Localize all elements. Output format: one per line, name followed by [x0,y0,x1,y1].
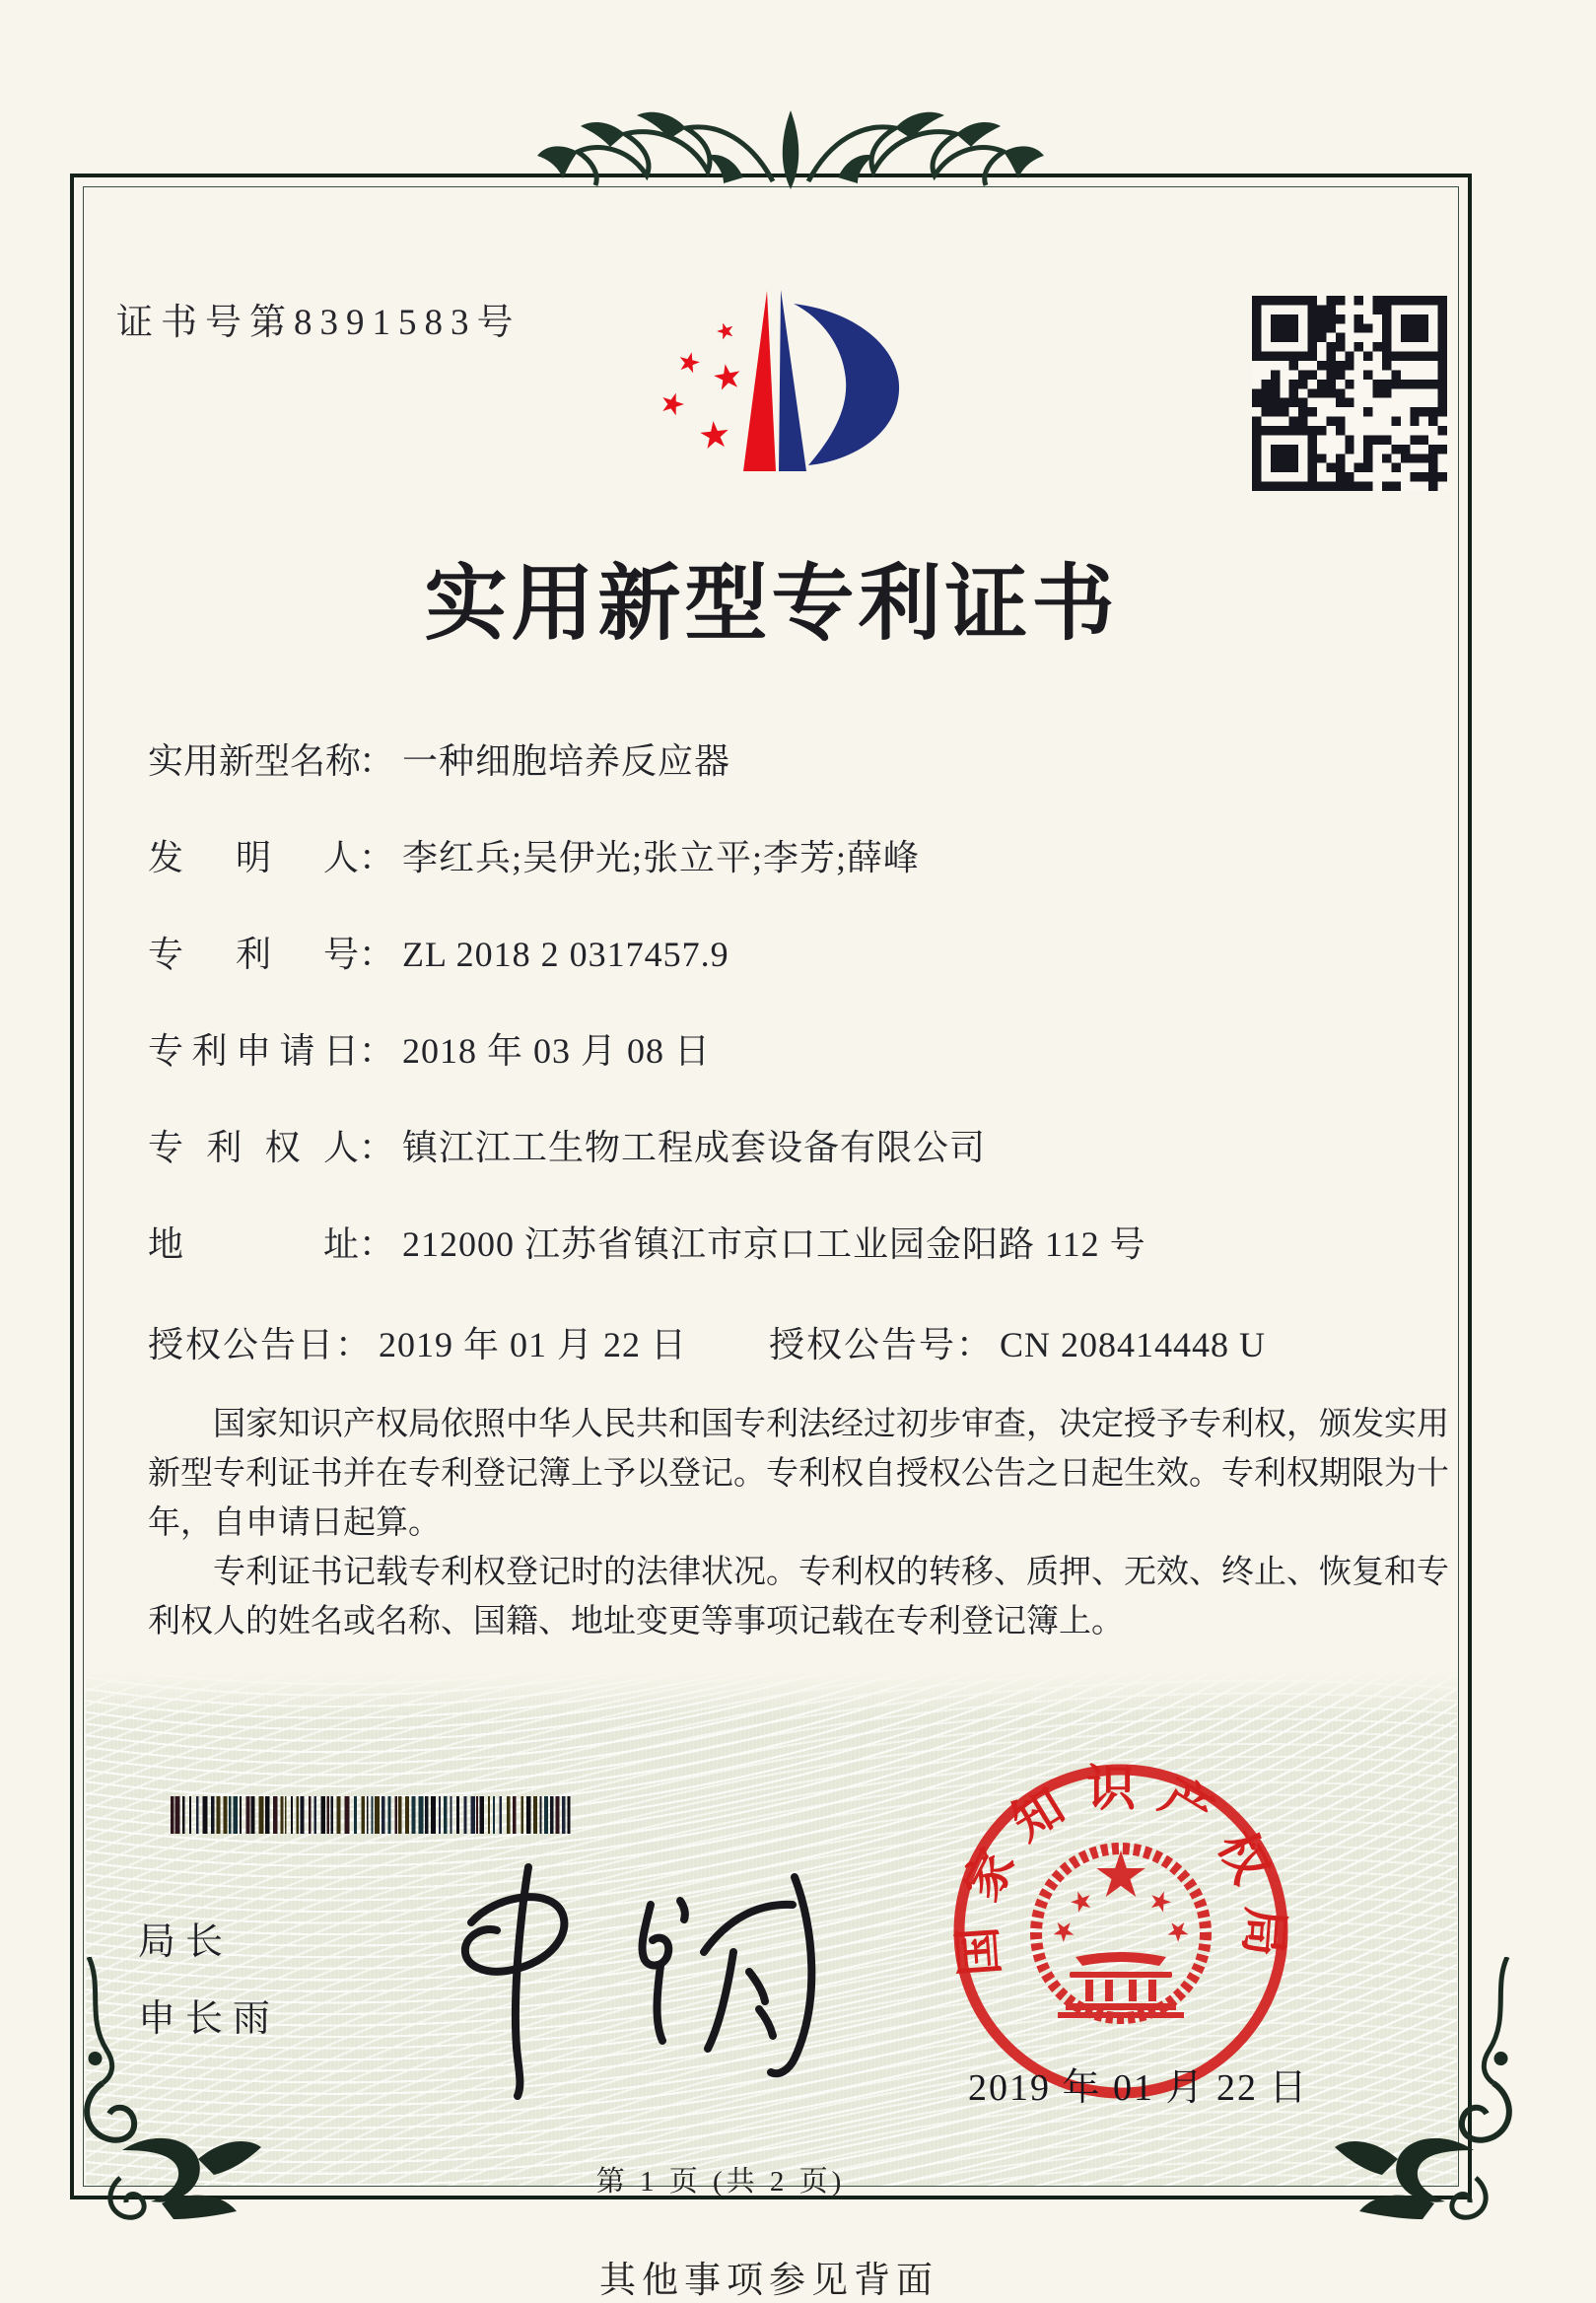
field-label: 专利号 [148,935,359,974]
field-value: CN 208414448 U [1000,1325,1267,1364]
field-list [148,741,1469,1321]
colon: ： [359,1031,395,1071]
field-value: 一种细胞培养反应器 [402,741,731,781]
field-value: 李红兵;吴伊光;张立平;李芳;薛峰 [402,838,921,877]
barcode [171,1796,579,1834]
field-label: 专利权人 [148,1128,359,1167]
field-label: 授权公告日 [148,1325,336,1364]
certificate-title: 实用新型专利证书 [424,559,1119,651]
colon: ： [956,1325,993,1364]
seal-org-text: 国家知识产权局 [947,1761,1294,1979]
field-row-inventors [148,838,1469,877]
certificate-number: 证书号第8391583号 [116,303,521,343]
national-emblem-icon [1036,1849,1206,2018]
colon: ： [359,741,395,781]
qr-code [1252,296,1447,491]
field-value: 212000 江苏省镇江市京口工业园金阳路 112 号 [402,1224,1146,1264]
page-number: 第 1 页 (共 2 页) [595,2166,846,2198]
cnipa-logo-icon [621,243,937,487]
colon: ： [359,1128,395,1167]
field-label: 授权公告号 [769,1325,957,1364]
field-row-patentee [148,1128,1469,1167]
field-label: 发明人 [148,838,359,877]
field-label: 地址 [148,1224,359,1264]
legal-paragraph-1: 国家知识产权局依照中华人民共和国专利法经过初步审查，决定授予专利权，颁发实用新型专利证书并在专利登记簿上予以登记。专利权自授权公告之日起生效。专利权期限为十年，自申请日起算。 [148,1407,1449,1541]
officer-title: 局长 [138,1921,234,1963]
field-value: 镇江江工生物工程成套设备有限公司 [402,1128,987,1167]
colon: ： [359,1224,395,1264]
officer-name: 申长雨 [138,1998,281,2040]
official-seal [943,1754,1298,2109]
handwritten-signature [402,1846,856,2112]
colon: ： [359,838,395,877]
field-row-address [148,1224,1469,1264]
field-value: 2018 年 03 月 08 日 [402,1031,712,1071]
field-row-name [148,741,1469,781]
field-row-patent-no [148,935,1469,974]
field-value: ZL 2018 2 0317457.9 [402,935,729,974]
legal-text [148,1400,1449,1646]
seal-date: 2019 年 01 月 22 日 [968,2067,1309,2109]
legal-paragraph-2: 专利证书记载专利权登记时的法律状况。专利权的转移、质押、无效、终止、恢复和专利权人的姓名或名称、国籍、地址变更等事项记载在专利登记簿上。 [148,1555,1449,1640]
colon: ： [359,935,395,974]
grant-date [148,1325,687,1364]
colon: ： [335,1325,372,1364]
grant-row [148,1325,1469,1364]
grant-number [769,1325,1266,1364]
field-label: 专利申请日 [148,1031,359,1071]
field-value: 2019 年 01 月 22 日 [379,1325,688,1364]
field-row-filing-date [148,1031,1469,1071]
dragon-ornament-icon [515,83,1067,196]
field-label: 实用新型名称 [148,741,362,781]
back-note: 其他事项参见背面 [599,2261,938,2301]
